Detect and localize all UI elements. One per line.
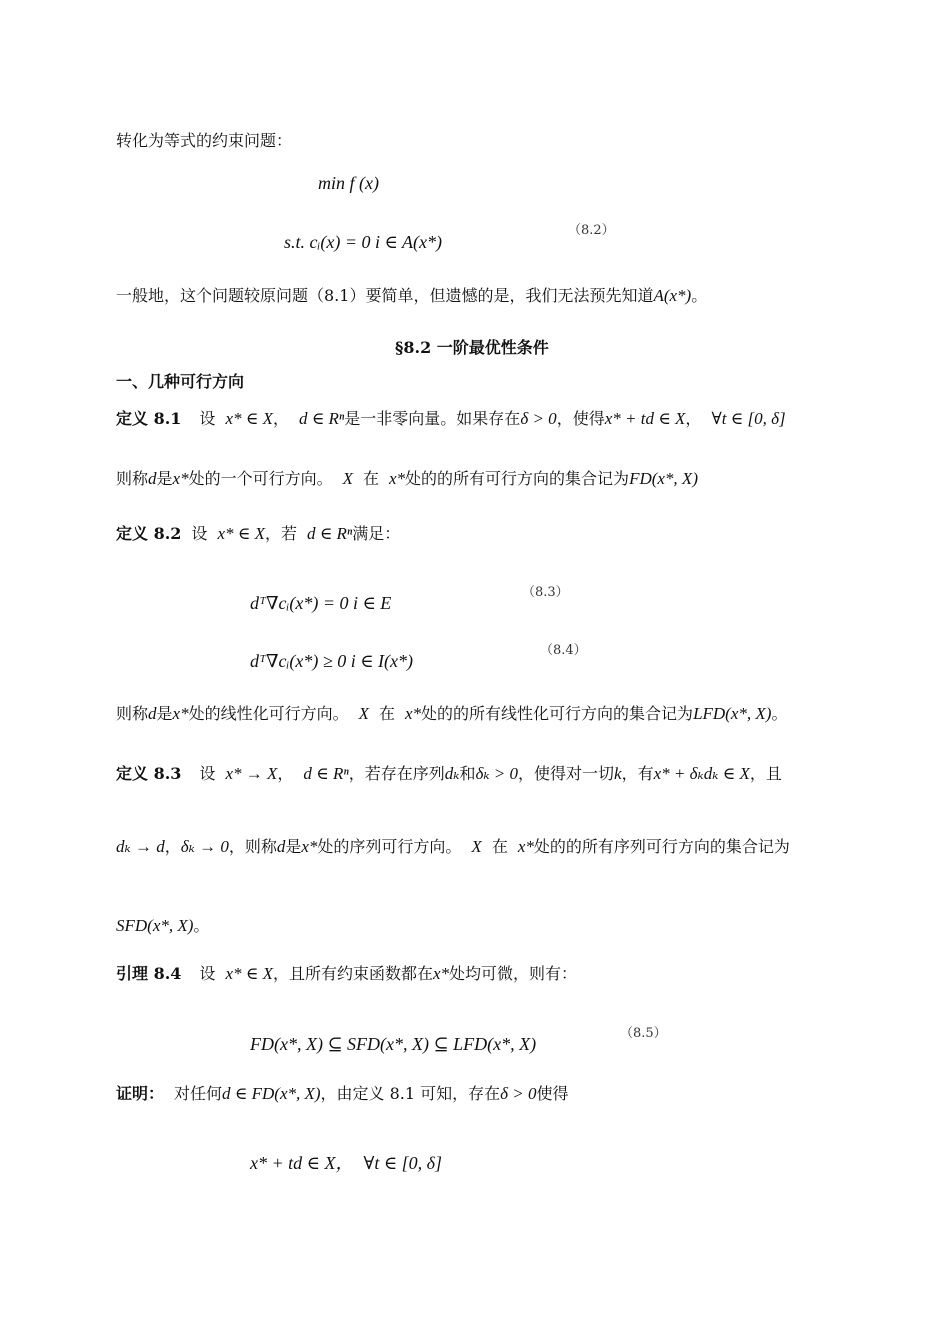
subsection-heading xyxy=(116,371,244,393)
lemma-8-4 xyxy=(116,963,577,985)
definition-label: 定义 8.1 xyxy=(116,409,182,428)
text: 对任何 xyxy=(174,1084,223,1103)
equation-8-4 xyxy=(250,650,413,672)
definition-label: 定义 8.2 xyxy=(116,524,182,543)
text: 处的一个可行方向。 xyxy=(188,469,333,488)
text: 。 xyxy=(193,916,210,935)
equation-number-text: （8.5） xyxy=(620,1026,667,1041)
text: ，且所有约束函数都在 xyxy=(272,964,433,983)
text: 和 xyxy=(459,764,476,783)
text-line xyxy=(116,130,292,152)
definition-8-2 xyxy=(116,523,400,545)
equation-text: ∀t ∈ [0, δ] xyxy=(363,1153,443,1173)
text: 。 xyxy=(771,704,788,723)
text: 设 xyxy=(199,409,216,428)
text-line xyxy=(116,703,787,725)
equation-number-text: （8.3） xyxy=(522,585,569,600)
text: ， xyxy=(272,409,289,428)
math: x* + td ∈ X xyxy=(604,409,686,428)
equation-number xyxy=(568,220,615,242)
text: 一般地，这个问题较原问题（8.1）要简单，但遗憾的是，我们无法预先知道 xyxy=(116,286,654,305)
math: SFD(x*, X) xyxy=(116,916,194,935)
math: d xyxy=(148,469,157,488)
text: ，且 xyxy=(749,764,782,783)
equation-text: dᵀ∇cᵢ(x*) = 0 i ∈ E xyxy=(250,593,392,613)
text: 设 xyxy=(191,524,208,543)
equation-objective xyxy=(318,172,379,194)
equation-8-5 xyxy=(250,1033,536,1055)
math: δ > 0 xyxy=(520,409,557,428)
math: d ∈ FD(x*, X) xyxy=(222,1084,321,1103)
math: x* xyxy=(389,469,406,488)
text: ，若存在序列 xyxy=(348,764,445,783)
text: 处均可微，则有： xyxy=(449,964,578,983)
math: d ∈ Rⁿ xyxy=(298,409,345,428)
math: δₖ → 0 xyxy=(180,837,229,856)
math: x* xyxy=(432,964,450,983)
text: 是 xyxy=(156,704,173,723)
math: x* xyxy=(405,704,422,723)
proof-label: 证明： xyxy=(116,1084,165,1103)
proof-line xyxy=(116,1083,569,1105)
math: X xyxy=(471,837,482,856)
text: 在 xyxy=(362,469,379,488)
text: 处的的所有线性化可行方向的集合记为 xyxy=(421,704,694,723)
text-line xyxy=(116,836,790,858)
math: dₖ → d xyxy=(116,837,165,856)
text: ，则称 xyxy=(228,837,277,856)
equation-constraint xyxy=(284,231,442,253)
math: x* → X xyxy=(225,764,278,783)
math: X xyxy=(358,704,369,723)
math: ∀t ∈ [0, δ] xyxy=(711,409,786,428)
equation-feasible xyxy=(250,1152,442,1174)
text: ， xyxy=(335,1153,354,1173)
text: 处的的所有序列可行方向的集合记为 xyxy=(533,837,790,856)
equation-text: s.t. cᵢ(x) = 0 i ∈ A(x*) xyxy=(284,232,442,252)
equation-text: FD(x*, X) ⊆ SFD(x*, X) ⊆ LFD(x*, X) xyxy=(250,1034,537,1054)
math: k xyxy=(614,764,622,783)
text: 处的线性化可行方向。 xyxy=(188,704,349,723)
math: x* + δₖdₖ ∈ X xyxy=(653,764,750,783)
text-line xyxy=(116,285,707,307)
math: x* ∈ X xyxy=(225,964,273,983)
text: 则称 xyxy=(116,469,149,488)
text: 满足： xyxy=(352,524,401,543)
text: ， xyxy=(164,837,181,856)
text-line xyxy=(116,915,209,937)
equation-8-3 xyxy=(250,592,391,614)
text: 设 xyxy=(199,764,216,783)
section-heading xyxy=(395,337,549,359)
math: x* ∈ X xyxy=(217,524,265,543)
text: 是 xyxy=(285,837,302,856)
text: ，使得对一切 xyxy=(518,764,615,783)
math: x* ∈ X xyxy=(225,409,273,428)
definition-8-1 xyxy=(116,408,786,430)
text: ，由定义 8.1 可知，存在 xyxy=(320,1084,501,1103)
math: A(x*) xyxy=(653,286,692,305)
text: ，有 xyxy=(621,764,654,783)
text: 处的序列可行方向。 xyxy=(317,837,462,856)
text: 是一非零向量。如果存在 xyxy=(344,409,521,428)
equation-text: min f (x) xyxy=(318,173,379,193)
equation-number xyxy=(620,1023,667,1045)
text: ，使得 xyxy=(556,409,605,428)
math: x* xyxy=(172,704,189,723)
text: 则称 xyxy=(116,704,149,723)
text: 使得 xyxy=(536,1084,569,1103)
math: d xyxy=(148,704,157,723)
definition-8-3 xyxy=(116,763,782,785)
math: δₖ > 0 xyxy=(475,764,519,783)
text: 是 xyxy=(156,469,173,488)
text: 在 xyxy=(378,704,395,723)
text: ，若 xyxy=(264,524,297,543)
equation-number-text: （8.2） xyxy=(568,223,615,238)
equation-text: dᵀ∇cᵢ(x*) ≥ 0 i ∈ I(x*) xyxy=(250,651,414,671)
text: 。 xyxy=(691,286,708,305)
math: d ∈ Rⁿ xyxy=(303,764,349,783)
equation-text: x* + td ∈ X xyxy=(250,1153,336,1173)
text: 在 xyxy=(491,837,508,856)
section-title: §8.2 一阶最优性条件 xyxy=(395,338,549,357)
text-line xyxy=(116,468,698,490)
equation-number xyxy=(540,640,587,662)
math: x* xyxy=(301,837,318,856)
math: d ∈ Rⁿ xyxy=(306,524,353,543)
equation-number-text: （8.4） xyxy=(540,643,587,658)
math: LFD(x*, X) xyxy=(693,704,772,723)
math: x* xyxy=(172,469,189,488)
subsection-title: 一、几种可行方向 xyxy=(116,372,245,391)
math: dₖ xyxy=(444,764,460,783)
equation-number xyxy=(522,582,569,604)
math: x* xyxy=(517,837,534,856)
text: 处的的所有可行方向的集合记为 xyxy=(405,469,630,488)
math: FD(x*, X) xyxy=(629,469,698,488)
text: ， xyxy=(685,409,702,428)
math: d xyxy=(276,837,286,856)
lemma-label: 引理 8.4 xyxy=(116,964,182,983)
math: X xyxy=(342,469,353,488)
definition-label: 定义 8.3 xyxy=(116,764,182,783)
text: 转化为等式的约束问题： xyxy=(116,131,293,150)
math: δ > 0 xyxy=(500,1084,537,1103)
text: 设 xyxy=(199,964,216,983)
text: ， xyxy=(277,764,294,783)
